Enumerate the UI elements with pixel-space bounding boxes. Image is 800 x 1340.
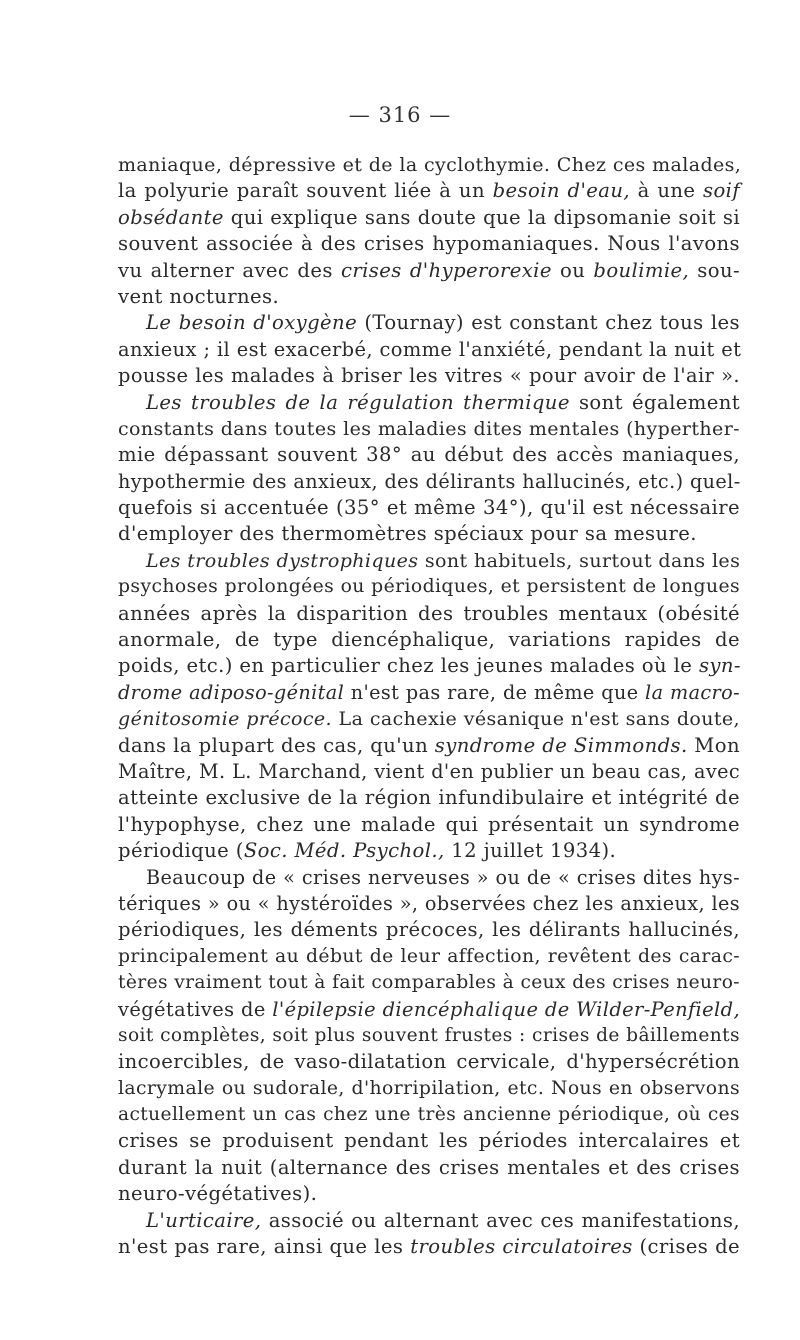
text-line: [118, 759, 740, 785]
text-run: périodique (: [118, 839, 244, 863]
text-run: hypothermie des anxieux, des délirants hallucinés, etc.) quel-: [118, 469, 741, 493]
italic-phrase: crises d'hyperorexie: [340, 258, 552, 282]
text-line: [118, 1049, 740, 1075]
text-line: [118, 258, 740, 284]
text-run: psychoses prolongées ou périodiques, et persistent de longues: [118, 576, 740, 598]
text-line: [118, 574, 740, 600]
italic-phrase: L'urticaire,: [146, 1208, 262, 1232]
italic-phrase: troubles circulatoires: [410, 1235, 633, 1259]
text-run: années après la disparition des troubles mentaux (obésité: [118, 601, 740, 625]
text-run: sont également: [569, 390, 740, 414]
text-line: [118, 416, 740, 442]
text-line: [118, 997, 740, 1023]
text-run: anxieux ; il est exacerbé, comme l'anxiété, pendant la nuit et: [118, 337, 742, 361]
text-line: [118, 838, 740, 864]
italic-phrase: la macro-: [645, 680, 740, 704]
text-line: [118, 521, 740, 547]
text-run: pousse les malades à briser les vitres « pour avoir de l'air ».: [118, 364, 740, 388]
text-run: sou-: [689, 258, 740, 282]
text-run: (crises de: [632, 1235, 741, 1259]
text-run: l'hypophyse, chez une malade qui présentait un syndrome: [118, 812, 740, 836]
text-line: [118, 1208, 740, 1234]
body-text: [118, 152, 740, 1260]
text-line: [118, 310, 740, 336]
text-run: (Tournay) est constant chez tous les: [357, 311, 740, 335]
text-line: [118, 812, 740, 838]
text-run: vent nocturnes.: [118, 284, 280, 308]
italic-phrase: syndrome de Simmonds.: [434, 733, 688, 757]
text-run: tériques » ou « hystéroïdes », observées chez les anxieux, les: [118, 891, 740, 915]
text-run: à une: [629, 179, 704, 203]
text-run: Maître, M. L. Marchand, vient d'en publier un beau cas, avec: [118, 759, 740, 783]
text-line: [118, 944, 740, 970]
text-line: [118, 865, 740, 891]
text-run: périodiques, les déments précoces, les délirants hallucinés,: [118, 918, 740, 942]
italic-phrase: Le besoin d'oxygène: [146, 311, 358, 335]
text-line: [118, 442, 740, 468]
text-run: mie dépassant souvent 38° au début des accès maniaques,: [118, 443, 740, 467]
text-run: végétatives de: [118, 997, 273, 1021]
text-line: [118, 1181, 740, 1207]
text-run: la polyurie paraît souvent liée à un: [118, 179, 493, 203]
text-line: [118, 390, 740, 416]
text-run: associé ou alternant avec ces manifestations,: [261, 1208, 740, 1232]
text-line: [118, 231, 740, 257]
text-run: durant la nuit (alternance des crises mentales et des crises: [118, 1155, 740, 1179]
text-run: soit complètes, soit plus souvent frustes : crises de bâillements: [118, 1024, 740, 1046]
text-line: [118, 1023, 740, 1049]
text-line: [118, 469, 740, 495]
italic-phrase: Soc. Méd. Psychol.,: [243, 839, 445, 863]
italic-phrase: drome adiposo-génital: [118, 680, 345, 704]
italic-phrase: soif: [703, 179, 740, 203]
text-run: qui explique sans doute que la dipsomanie soit si: [223, 205, 740, 229]
italic-phrase: l'épilepsie diencéphalique de Wilder-Penfield,: [272, 997, 741, 1021]
text-run: n'est pas rare, ainsi que les: [118, 1235, 411, 1259]
text-line: [118, 917, 740, 943]
text-line: [118, 548, 740, 574]
text-run: actuellement un cas chez une très ancienne périodique, où ces: [118, 1104, 740, 1126]
text-run: sont habituels, surtout dans les: [418, 549, 741, 572]
italic-phrase: boulimie,: [593, 258, 690, 282]
text-line: [118, 337, 740, 363]
text-run: atteinte exclusive de la région infundibulaire et intégrité de: [118, 786, 740, 810]
text-line: [118, 1155, 740, 1181]
text-run: 12 juillet 1934).: [444, 839, 617, 863]
text-run: ou: [551, 258, 594, 282]
text-run: poids, etc.) en particulier chez les jeunes malades où le: [118, 654, 699, 678]
text-line: [118, 627, 740, 653]
text-run: tères vraiment tout à fait comparables à ceux des crises neuro-: [118, 972, 740, 994]
text-run: maniaque, dépressive et de la cyclothymie. Chez ces malades,: [118, 154, 742, 176]
text-run: lacrymale ou sudorale, d'horripilation, etc. Nous en observons: [118, 1077, 740, 1099]
text-line: [118, 1076, 740, 1102]
text-run: n'est pas rare, de même que: [344, 680, 646, 704]
text-run: quefois si accentuée (35° et même 34°), qu'il est nécessaire: [118, 496, 740, 520]
text-line: [118, 970, 740, 996]
text-line: [118, 733, 740, 759]
text-line: [118, 1234, 740, 1260]
text-run: anormale, de type diencéphalique, variations rapides de: [118, 628, 740, 652]
text-run: vu alterner avec des: [118, 258, 341, 282]
text-line: [118, 785, 740, 811]
text-run: constants dans toutes les maladies dites mentales (hyperther-: [118, 417, 740, 440]
text-line: [118, 706, 740, 732]
text-line: [118, 891, 740, 917]
text-line: [118, 178, 740, 204]
italic-phrase: Les troubles dystrophiques: [146, 549, 419, 572]
page-number: — 316 —: [348, 103, 452, 127]
text-run: neuro-végétatives).: [118, 1182, 318, 1206]
italic-phrase: besoin d'eau,: [492, 179, 630, 203]
text-line: [118, 205, 740, 231]
text-run: incoercibles, de vaso-dilatation cervicale, d'hypersécrétion: [118, 1050, 740, 1074]
text-run: souvent associée à des crises hypomaniaques. Nous l'avons: [118, 232, 740, 256]
text-line: [118, 1102, 740, 1128]
italic-phrase: génitosomie précoce.: [118, 708, 332, 731]
italic-phrase: Les troubles de la régulation thermique: [146, 390, 570, 414]
text-run: La cachexie vésanique n'est sans doute,: [331, 708, 740, 731]
text-run: Mon: [687, 733, 740, 757]
text-line: [118, 152, 740, 178]
text-line: [118, 363, 740, 389]
text-run: Beaucoup de « crises nerveuses » ou de « crises dites hys-: [146, 865, 740, 889]
text-line: [118, 601, 740, 627]
italic-phrase: syn-: [698, 654, 741, 678]
text-line: [118, 495, 740, 521]
text-run: crises se produisent pendant les périodes intercalaires et: [118, 1129, 740, 1153]
text-run: d'employer des thermomètres spéciaux pour sa mesure.: [118, 522, 697, 546]
italic-phrase: obsédante: [118, 205, 224, 229]
text-run: principalement au début de leur affection, revêtent des carac-: [118, 945, 740, 967]
text-line: [118, 284, 740, 310]
text-line: [118, 1128, 740, 1154]
text-run: dans la plupart des cas, qu'un: [118, 733, 435, 757]
text-line: [118, 653, 740, 679]
text-line: [118, 680, 740, 706]
